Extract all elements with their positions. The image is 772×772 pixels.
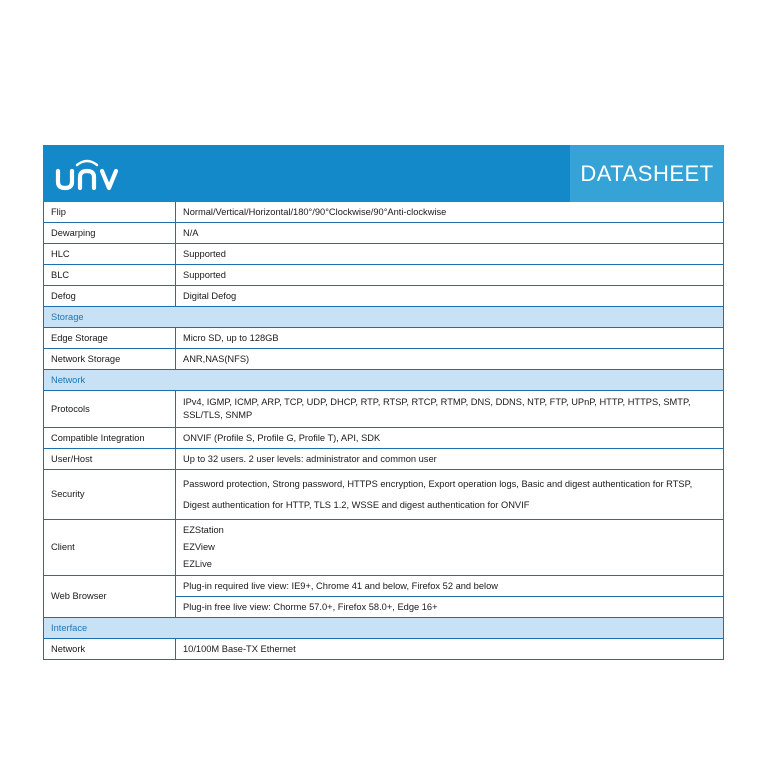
spec-value: Up to 32 users. 2 user levels: administrator and common user — [176, 449, 724, 470]
spec-value — [176, 470, 724, 520]
spec-key: Defog — [44, 286, 176, 307]
spec-value: 10/100M Base-TX Ethernet — [176, 639, 724, 660]
table-row — [44, 428, 724, 449]
spec-value: ONVIF (Profile S, Profile G, Profile T), API, SDK — [176, 428, 724, 449]
spec-key: Protocols — [44, 391, 176, 428]
spec-value-line: Plug-in free live view: Chorme 57.0+, Firefox 58.0+, Edge 16+ — [183, 601, 438, 612]
table-row — [44, 639, 724, 660]
table-row — [44, 244, 724, 265]
section-header-storage — [44, 307, 724, 328]
spec-key: Client — [44, 520, 176, 576]
table-row — [44, 202, 724, 223]
spec-table — [43, 202, 724, 660]
spec-value: ANR,NAS(NFS) — [176, 349, 724, 370]
spec-value-line: Plug-in required live view: IE9+, Chrome 41 and below, Firefox 52 and below — [176, 576, 723, 597]
spec-key: Web Browser — [44, 576, 176, 618]
spec-key: Network — [44, 639, 176, 660]
datasheet-title: DATASHEET — [570, 145, 724, 202]
spec-value — [176, 520, 724, 576]
spec-key: Edge Storage — [44, 328, 176, 349]
table-row — [44, 223, 724, 244]
spec-value-line: Digest authentication for HTTP, TLS 1.2, WSSE and digest authentication for ONVIF — [183, 499, 530, 510]
table-row — [44, 286, 724, 307]
spec-value: Digital Defog — [176, 286, 724, 307]
spec-key: Flip — [44, 202, 176, 223]
spec-key: Compatible Integration — [44, 428, 176, 449]
table-row — [44, 265, 724, 286]
spec-value-line: IPv4, IGMP, ICMP, ARP, TCP, UDP, DHCP, RTP, RTSP, RTCP, RTMP, DNS, DDNS, NTP, FTP, UPnP, HTTP, HTTPS, SMTP, — [183, 397, 691, 407]
section-title: Storage — [44, 307, 724, 328]
client-item: EZLive — [183, 559, 212, 569]
datasheet-header — [43, 145, 724, 202]
spec-value: Micro SD, up to 128GB — [176, 328, 724, 349]
table-row — [44, 349, 724, 370]
table-row — [44, 391, 724, 428]
spec-value: Normal/Vertical/Horizontal/180°/90°Clockwise/90°Anti-clockwise — [176, 202, 724, 223]
unv-logo — [55, 155, 127, 195]
table-row — [44, 328, 724, 349]
spec-value — [176, 576, 724, 618]
table-row — [44, 449, 724, 470]
spec-key: Security — [44, 470, 176, 520]
section-header-network — [44, 370, 724, 391]
spec-value: N/A — [176, 223, 724, 244]
section-header-interface — [44, 618, 724, 639]
spec-key: HLC — [44, 244, 176, 265]
table-row — [44, 470, 724, 520]
spec-value: Supported — [176, 244, 724, 265]
spec-key: BLC — [44, 265, 176, 286]
spec-value — [176, 391, 724, 428]
spec-key: Dewarping — [44, 223, 176, 244]
client-item: EZView — [183, 542, 215, 552]
section-title: Network — [44, 370, 724, 391]
spec-key: User/Host — [44, 449, 176, 470]
spec-key: Network Storage — [44, 349, 176, 370]
spec-value-line: SSL/TLS, SNMP — [183, 410, 253, 420]
table-row — [44, 520, 724, 576]
section-title: Interface — [44, 618, 724, 639]
spec-value-line: Password protection, Strong password, HTTPS encryption, Export operation logs, Basic and digest authentication for RTSP, — [183, 478, 693, 489]
spec-value: Supported — [176, 265, 724, 286]
datasheet — [43, 145, 724, 660]
table-row — [44, 576, 724, 618]
client-item: EZStation — [183, 525, 224, 535]
